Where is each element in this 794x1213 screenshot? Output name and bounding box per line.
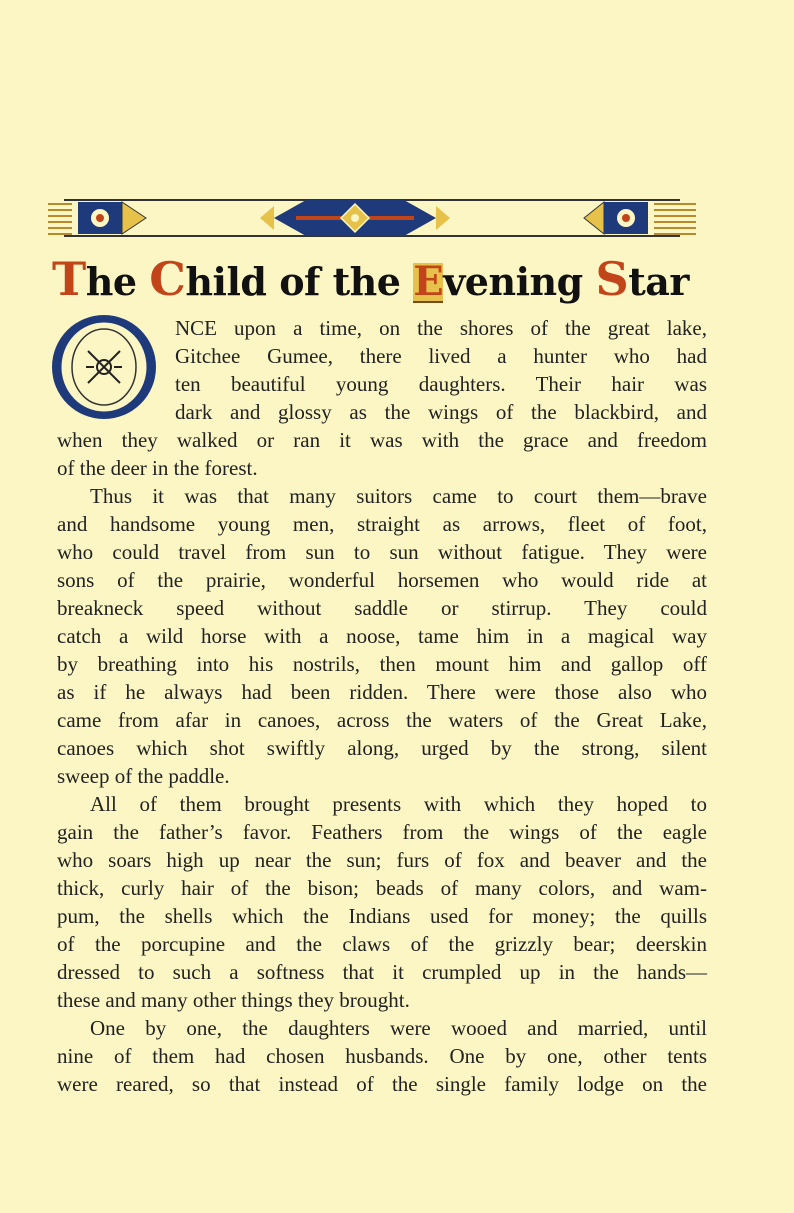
text-line: thick, curly hair of the bison; beads of many colors, and wam-	[57, 876, 707, 900]
text-line: and handsome young men, straight as arrows, fleet of foot,	[57, 512, 707, 536]
text-line: Thus it was that many suitors came to court them—brave	[90, 484, 707, 508]
text-line: by breathing into his nostrils, then mount him and gallop off	[57, 652, 707, 676]
text-line: pum, the shells which the Indians used for money; the quills	[57, 904, 707, 928]
text-line: when they walked or ran it was with the grace and freedom	[57, 428, 707, 452]
text-line: of the porcupine and the claws of the grizzly bear; deerskin	[57, 932, 707, 956]
text-line: of the deer in the forest.	[57, 456, 258, 480]
text-line: catch a wild horse with a noose, tame him in a magical way	[57, 624, 707, 648]
title-initial-e: E	[413, 258, 444, 305]
title-initial-c: C	[149, 252, 186, 306]
title-word-child-of-the: hild of the	[185, 259, 401, 304]
title-initial-s: S	[595, 252, 629, 306]
title-initial-t: T	[52, 252, 86, 306]
text-line: Gitchee Gumee, there lived a hunter who had	[175, 344, 707, 368]
title-word-tar: tar	[628, 259, 689, 304]
text-line: dressed to such a softness that it crumpled up in the hands—	[57, 960, 707, 984]
text-line: canoes which shot swiftly along, urged by the strong, silent	[57, 736, 707, 760]
text-line: were reared, so that instead of the single family lodge on the	[57, 1072, 707, 1096]
text-line: dark and glossy as the wings of the blackbird, and	[175, 400, 707, 424]
text-line: sons of the prairie, wonderful horsemen who would ride at	[57, 568, 707, 592]
text-line: who soars high up near the sun; furs of fox and beaver and the	[57, 848, 707, 872]
text-line: came from afar in canoes, across the waters of the Great Lake,	[57, 708, 707, 732]
text-line: these and many other things they brought.	[57, 988, 410, 1012]
text-line: sweep of the paddle.	[57, 764, 230, 788]
drop-cap-o-ornament	[46, 311, 170, 423]
text-line: who could travel from sun to sun without fatigue. They were	[57, 540, 707, 564]
text-line: nine of them had chosen husbands. One by one, other tents	[57, 1044, 707, 1068]
text-line: ten beautiful young daughters. Their hair was	[175, 372, 707, 396]
text-line: breakneck speed without saddle or stirrup. They could	[57, 596, 707, 620]
story-title	[52, 252, 712, 306]
title-word-he: he	[85, 259, 137, 304]
text-line: One by one, the daughters were wooed and married, until	[90, 1016, 707, 1040]
decorative-banner-ornament	[44, 192, 700, 244]
text-line: NCE upon a time, on the shores of the great lake,	[175, 316, 707, 340]
text-line: as if he always had been ridden. There were those also who	[57, 680, 707, 704]
text-line: gain the father’s favor. Feathers from the wings of the eagle	[57, 820, 707, 844]
text-line: All of them brought presents with which they hoped to	[90, 792, 707, 816]
title-word-evening: vening	[443, 259, 583, 304]
